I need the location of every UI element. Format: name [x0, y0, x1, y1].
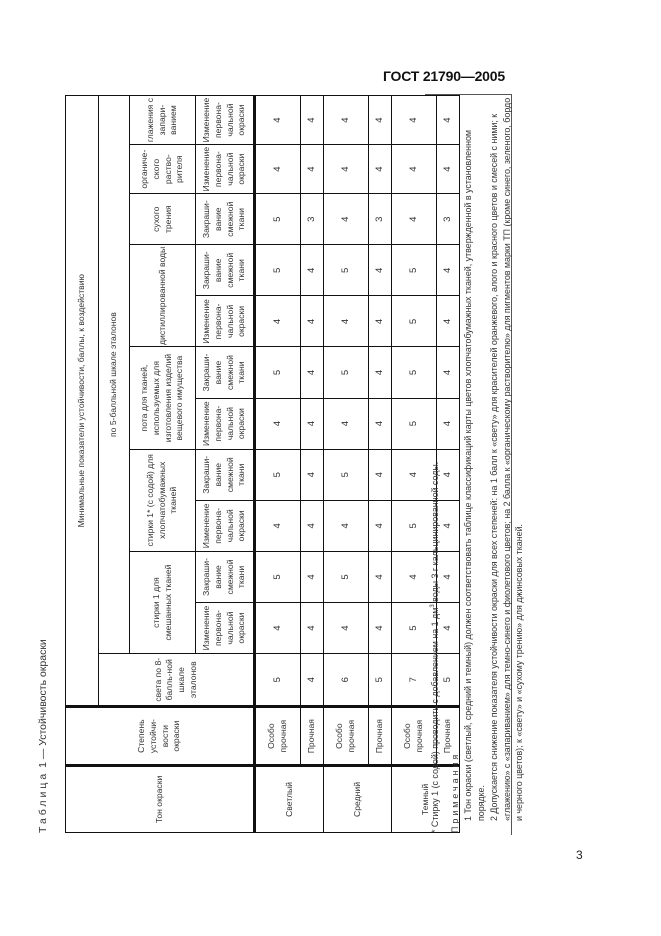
header-group-dry-rubbing: сухого трения — [130, 194, 196, 245]
value-cell: 4 — [392, 551, 437, 602]
value-cell: 4 — [255, 398, 301, 449]
value-cell: 4 — [437, 551, 460, 602]
footnote — [429, 95, 442, 833]
value-cell: 4 — [369, 449, 392, 500]
header-min-indicators: Минимальные показатели устойчивости, баллы, к воздействию — [66, 96, 99, 707]
value-cell: 4 — [301, 96, 324, 145]
value-cell: 4 — [301, 398, 324, 449]
value-cell: 4 — [437, 296, 460, 347]
value-cell: 4 — [301, 245, 324, 296]
value-cell: 4 — [255, 145, 301, 194]
value-cell: 4 — [301, 654, 324, 707]
value-cell: 4 — [369, 398, 392, 449]
degree-cell: Особо прочная — [392, 707, 437, 766]
value-cell: 4 — [301, 449, 324, 500]
value-cell: 5 — [324, 347, 369, 398]
value-cell: 4 — [369, 245, 392, 296]
value-cell: 4 — [369, 347, 392, 398]
value-cell: 4 — [255, 96, 301, 145]
value-cell: 5 — [255, 347, 301, 398]
value-cell: 4 — [324, 398, 369, 449]
subheader-change: Изменение первона-чальной окраски — [196, 296, 255, 347]
value-cell: 4 — [437, 449, 460, 500]
table-row — [324, 96, 369, 833]
value-cell: 5 — [392, 245, 437, 296]
rotated-page-content — [37, 83, 527, 843]
value-cell: 5 — [392, 603, 437, 654]
subheader-change: Изменение первона-чальной окраски — [196, 603, 255, 654]
header-group-wash-soda: стирки 1* (с содой) для хлопчатобумажных тканей — [130, 449, 196, 551]
value-cell: 5 — [324, 449, 369, 500]
subheader-change: Изменение первона-чальной окраски — [196, 145, 255, 194]
degree-cell: Особо прочная — [324, 707, 369, 766]
degree-cell: Прочная — [437, 707, 460, 766]
footnote-text: * Стирку 1 (с содой) проводить с добавлением на 1 дм — [430, 607, 440, 833]
header-tone: Тон окраски — [66, 765, 255, 832]
tone-cell: Средний — [324, 765, 392, 832]
header-five-scale: по 5-балльной шкале эталонов — [99, 96, 130, 654]
value-cell: 5 — [255, 449, 301, 500]
value-cell: 5 — [255, 654, 301, 707]
subheader-stain: Закраши-вание смежной ткани — [196, 551, 255, 602]
subheader-stain: Закраши-вание смежной ткани — [196, 245, 255, 296]
value-cell: 4 — [369, 145, 392, 194]
value-cell: 4 — [255, 603, 301, 654]
value-cell: 4 — [324, 296, 369, 347]
value-cell: 3 — [369, 194, 392, 245]
subheader-change: Изменение первона-чальной окраски — [196, 500, 255, 551]
value-cell: 4 — [301, 551, 324, 602]
value-cell: 4 — [369, 500, 392, 551]
value-cell: 3 — [437, 194, 460, 245]
header-group-organic-solvent: органиче-ского раство-рителя — [130, 145, 196, 194]
tone-cell: Светлый — [255, 765, 324, 832]
value-cell: 5 — [255, 551, 301, 602]
header-group-ironing-steaming: глажения с запари-ванием — [130, 96, 196, 145]
table-caption-title: 1 — Устойчивость окраски — [37, 639, 49, 768]
subheader-stain: Закраши-вание смежной ткани — [196, 449, 255, 500]
value-cell: 5 — [369, 654, 392, 707]
table-caption-label: Таблица — [37, 770, 49, 833]
value-cell: 4 — [301, 500, 324, 551]
footnote-superscript: 3 — [430, 604, 437, 608]
value-cell: 4 — [369, 96, 392, 145]
table-caption — [37, 639, 49, 833]
value-cell: 5 — [255, 245, 301, 296]
page-number: 3 — [576, 848, 583, 862]
value-cell: 4 — [437, 145, 460, 194]
header-group-wash-mixed: стирки 1 для смешанных тканей — [130, 551, 196, 653]
header-degree: Степень устойчи-вости окраски — [66, 707, 255, 766]
value-cell: 5 — [324, 245, 369, 296]
degree-cell: Прочная — [369, 707, 392, 766]
value-cell: 5 — [324, 551, 369, 602]
table-row — [301, 96, 324, 833]
value-cell: 6 — [324, 654, 369, 707]
value-cell: 4 — [392, 194, 437, 245]
value-cell: 4 — [369, 296, 392, 347]
subheader-stain: Закраши-вание смежной ткани — [196, 194, 255, 245]
value-cell: 4 — [437, 245, 460, 296]
value-cell: 4 — [392, 145, 437, 194]
value-cell: 4 — [392, 449, 437, 500]
tone-cell: Темный — [392, 765, 460, 832]
value-cell: 5 — [392, 398, 437, 449]
colorfastness-table — [65, 95, 460, 833]
value-cell: 4 — [437, 500, 460, 551]
note-1: 1 Тон окраски (светлый, средний и темный) должен соответствовать таблице классификаций карты цветов хлопчатобумажных тканей, утвержденной в установленном порядке. — [462, 129, 486, 821]
value-cell: 5 — [392, 296, 437, 347]
header-group-distilled-water: дистиллированной воды — [130, 245, 196, 347]
notes-heading: Примечания — [449, 751, 460, 833]
value-cell: 4 — [301, 296, 324, 347]
value-cell: 5 — [392, 500, 437, 551]
degree-cell: Особо прочная — [255, 707, 301, 766]
value-cell: 4 — [437, 398, 460, 449]
note-2: 2 Допускается снижение показателя устойчивости окраски для всех степеней: на 1 балл к «свету» для красителей оранжевого, алого и красного цветов и смесей с ними; к «глажению» с «запариванием» для темно-синего и фиолетового цветов; на 2 балла к «органическому растворителю» для пигментов марки ТП (кроме синего, зеленого, бордо и черного цветов); к «свету» и «сухому трению» для джинсовых тканей. — [488, 97, 525, 821]
subheader-change: Изменение первона-чальной окраски — [196, 398, 255, 449]
value-cell: 4 — [392, 96, 437, 145]
header-group-sweat: пота для тканей, используемых для изготовления изделий вещевого имущества — [130, 347, 196, 449]
value-cell: 4 — [301, 347, 324, 398]
value-cell: 4 — [369, 551, 392, 602]
value-cell: 4 — [437, 96, 460, 145]
table-row — [369, 96, 392, 833]
value-cell: 4 — [324, 96, 369, 145]
degree-cell: Прочная — [301, 707, 324, 766]
subheader-stain: Закраши-вание смежной ткани — [196, 347, 255, 398]
value-cell: 4 — [301, 603, 324, 654]
value-cell: 4 — [369, 603, 392, 654]
value-cell: 4 — [324, 603, 369, 654]
table-row — [255, 96, 301, 833]
footnote-text-end: воды 3 г кальцинированной соды. — [430, 461, 440, 605]
value-cell: 4 — [324, 145, 369, 194]
document-code: ГОСТ 21790—2005 — [383, 68, 505, 84]
value-cell: 5 — [437, 654, 460, 707]
value-cell: 4 — [324, 500, 369, 551]
value-cell: 5 — [255, 194, 301, 245]
value-cell: 3 — [301, 194, 324, 245]
subheader-change: Изменение первона-чальной окраски — [196, 96, 255, 145]
header-light: света по 8-балль-ной шкале эталонов — [99, 654, 255, 707]
value-cell: 5 — [392, 347, 437, 398]
table-notes — [429, 95, 526, 833]
value-cell: 4 — [301, 145, 324, 194]
value-cell: 4 — [255, 296, 301, 347]
value-cell: 4 — [255, 500, 301, 551]
value-cell: 7 — [392, 654, 437, 707]
value-cell: 4 — [324, 194, 369, 245]
value-cell: 4 — [437, 347, 460, 398]
value-cell: 4 — [437, 603, 460, 654]
